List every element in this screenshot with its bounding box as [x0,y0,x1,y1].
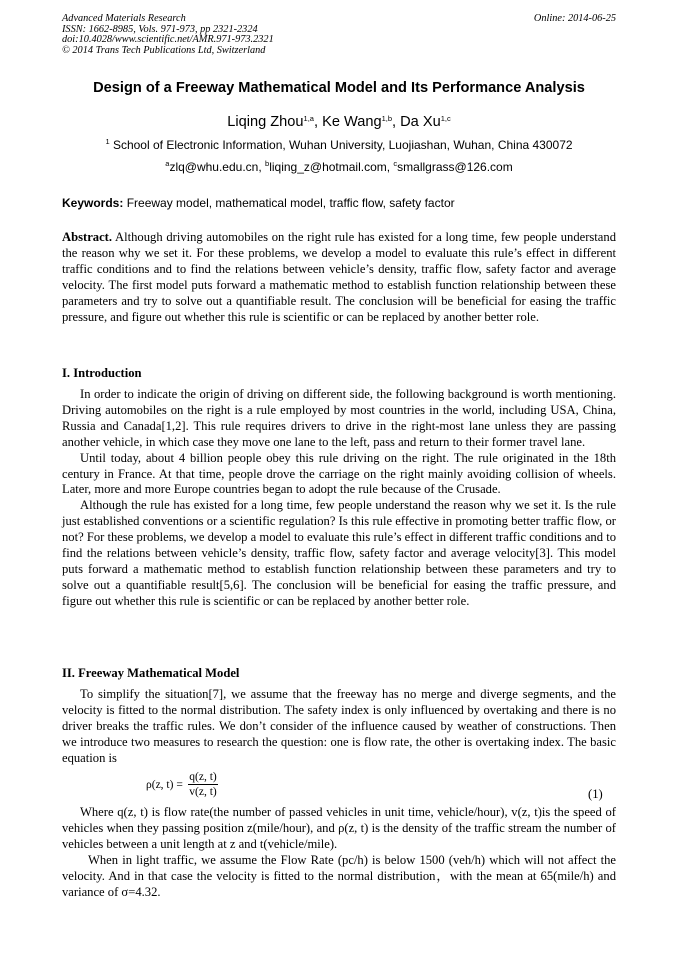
paragraph: To simplify the situation[7], we assume that the freeway has no merge and diverge segments, and the velocity is fitted to the normal distribution. The safety index is only influenced by overtaking and there is no driver breaks the traffic rules. We don’t consider of the influence caused by weather of constructions. Then we introduce two measures to research the question: one is flow rate, the other is overtaking index. The basic equation is [62,687,616,765]
author-sup: 1,c [440,114,451,123]
equation-denominator: v(z, t) [189,786,217,798]
paragraph: Until today, about 4 billion people obey this rule driving on the right. The rule originated in the 18th century in France. At that time, people drove the carriage on the right mainly avoiding collision of wheels. Later, more and more Europe countries began to adopt the rule because of the Crusade. [62,450,616,497]
author-list: Liqing Zhou$^{1,a}$, Ke Wang$^{1,b}$, Da Xu$^{1,c}$ [227,114,451,130]
paragraph: Although the rule has existed for a long time, few people understand the reason why we set it. Is the rule just established conventions or a scientific regulation? Is this rule effective in promoting better traffic flow, or not? For these problems, we develop a model to evaluate this rule’s effect in different traffic conditions and to find the relations between vehicle’s density, traffic flow, safety factor and average velocity[3]. This model puts forward a mathematic method to establish function relationship between these parameters and try to solve out a quantifiable result[5,6]. The conclusion will be beneficial for easing the traffic pressure, and figure out whether this rule is scientific or can be replaced by another better role. [62,498,616,608]
affiliation-sup: 1 [105,137,110,146]
equation-numerator: q(z, t) [189,771,217,783]
email-address[interactable]: liqing_z@hotmail.com [269,160,387,174]
paper-title: Design of a Freeway Mathematical Model and Its Performance Analysis [93,80,585,96]
equation-fraction [188,770,218,799]
doi-line: doi:10.4028/www.scientific.net/AMR.971-973.2321 [62,34,274,46]
section-heading-introduction: I. Introduction [62,366,142,380]
affiliation [0,138,678,152]
equation-number: (1) [588,787,603,801]
equation-lhs: ρ(z, t) = [146,779,183,791]
section-heading-model: II. Freeway Mathematical Model [62,666,240,680]
email-sup: b [265,159,270,168]
issn-line: ISSN: 1662-8985, Vols. 971-973, pp 2321-2324 [62,23,258,35]
journal-name: Advanced Materials Research [62,13,186,24]
abstract-label: Abstract. [62,230,113,244]
email-sup: c [393,159,398,168]
introduction-body [62,387,616,610]
author-name: Ke Wang [322,114,382,130]
post-equation-body [62,805,616,900]
author-sup: 1,a [303,114,314,123]
email-address[interactable]: zlq@whu.edu.cn [169,160,259,174]
paragraph: In order to indicate the origin of driving on different side, the following background is worth mentioning. Driving automobiles on the right is a rule employed by most countries in the world, including USA, China, Russia and Canada[1,2]. This rule requires drivers to drive in the right-most lane unless they are passing another vehicle, in which case they move one lane to the left, pass and return to their former travel lane. [62,387,616,449]
equation-1 [146,770,276,804]
affiliation-text: School of Electronic Information, Wuhan University, Luojiashan, Wuhan, China 430072 [112,138,573,152]
model-body [62,687,616,767]
journal-header [62,14,616,56]
author-name: Liqing Zhou [227,114,304,130]
abstract [62,230,616,325]
email-sup: a [165,159,170,168]
paragraph: Where q(z, t) is flow rate(the number of passed vehicles in unit time, vehicle/hour), v(z, t)is the speed of vehicles when they passing position z(mile/hour), and ρ(z, t) is the density of the traffic stream the number of vehicles between a unit length at z and t(vehicle/mile). [62,805,616,851]
paragraph: When in light traffic, we assume the Flow Rate (pc/h) is below 1500 (veh/h) which will not affect the velocity. And in that case the velocity is fitted to the normal distribution，with the mean at 65(mile/h) and variance of σ=4.32. [62,852,616,899]
email-address[interactable]: smallgrass@126.com [397,160,513,174]
author-sup: 1,b [381,114,393,123]
online-date: Online: 2014-06-25 [533,13,616,24]
keywords [62,196,616,210]
keywords-text: Freeway model, mathematical model, traffic flow, safety factor [126,196,455,210]
email-list: $^a$zlq@whu.edu.cn, $^b$liqing_z@hotmail.com, $^c$smallgrass@126.com [165,159,513,174]
keywords-label: Keywords: [62,196,124,210]
copyright-line: © 2014 Trans Tech Publications Ltd, Switzerland [62,44,266,56]
abstract-text: Although driving automobiles on the right rule has existed for a long time, few people understand the reason why we set it. For these problems, we develop a model to evaluate this rule’s effect in different traffic conditions and to find the relations between vehicle’s density, traffic flow, safety factor and average velocity. The first model puts forward a mathematic method to establish function relationship between these parameters and try to solve out a quantifiable result. The conclusion will be beneficial for easing the traffic pressure, and figure out whether this rule is scientific or can be replaced by another better role. [62,230,616,324]
author-name: Da Xu [400,114,441,130]
